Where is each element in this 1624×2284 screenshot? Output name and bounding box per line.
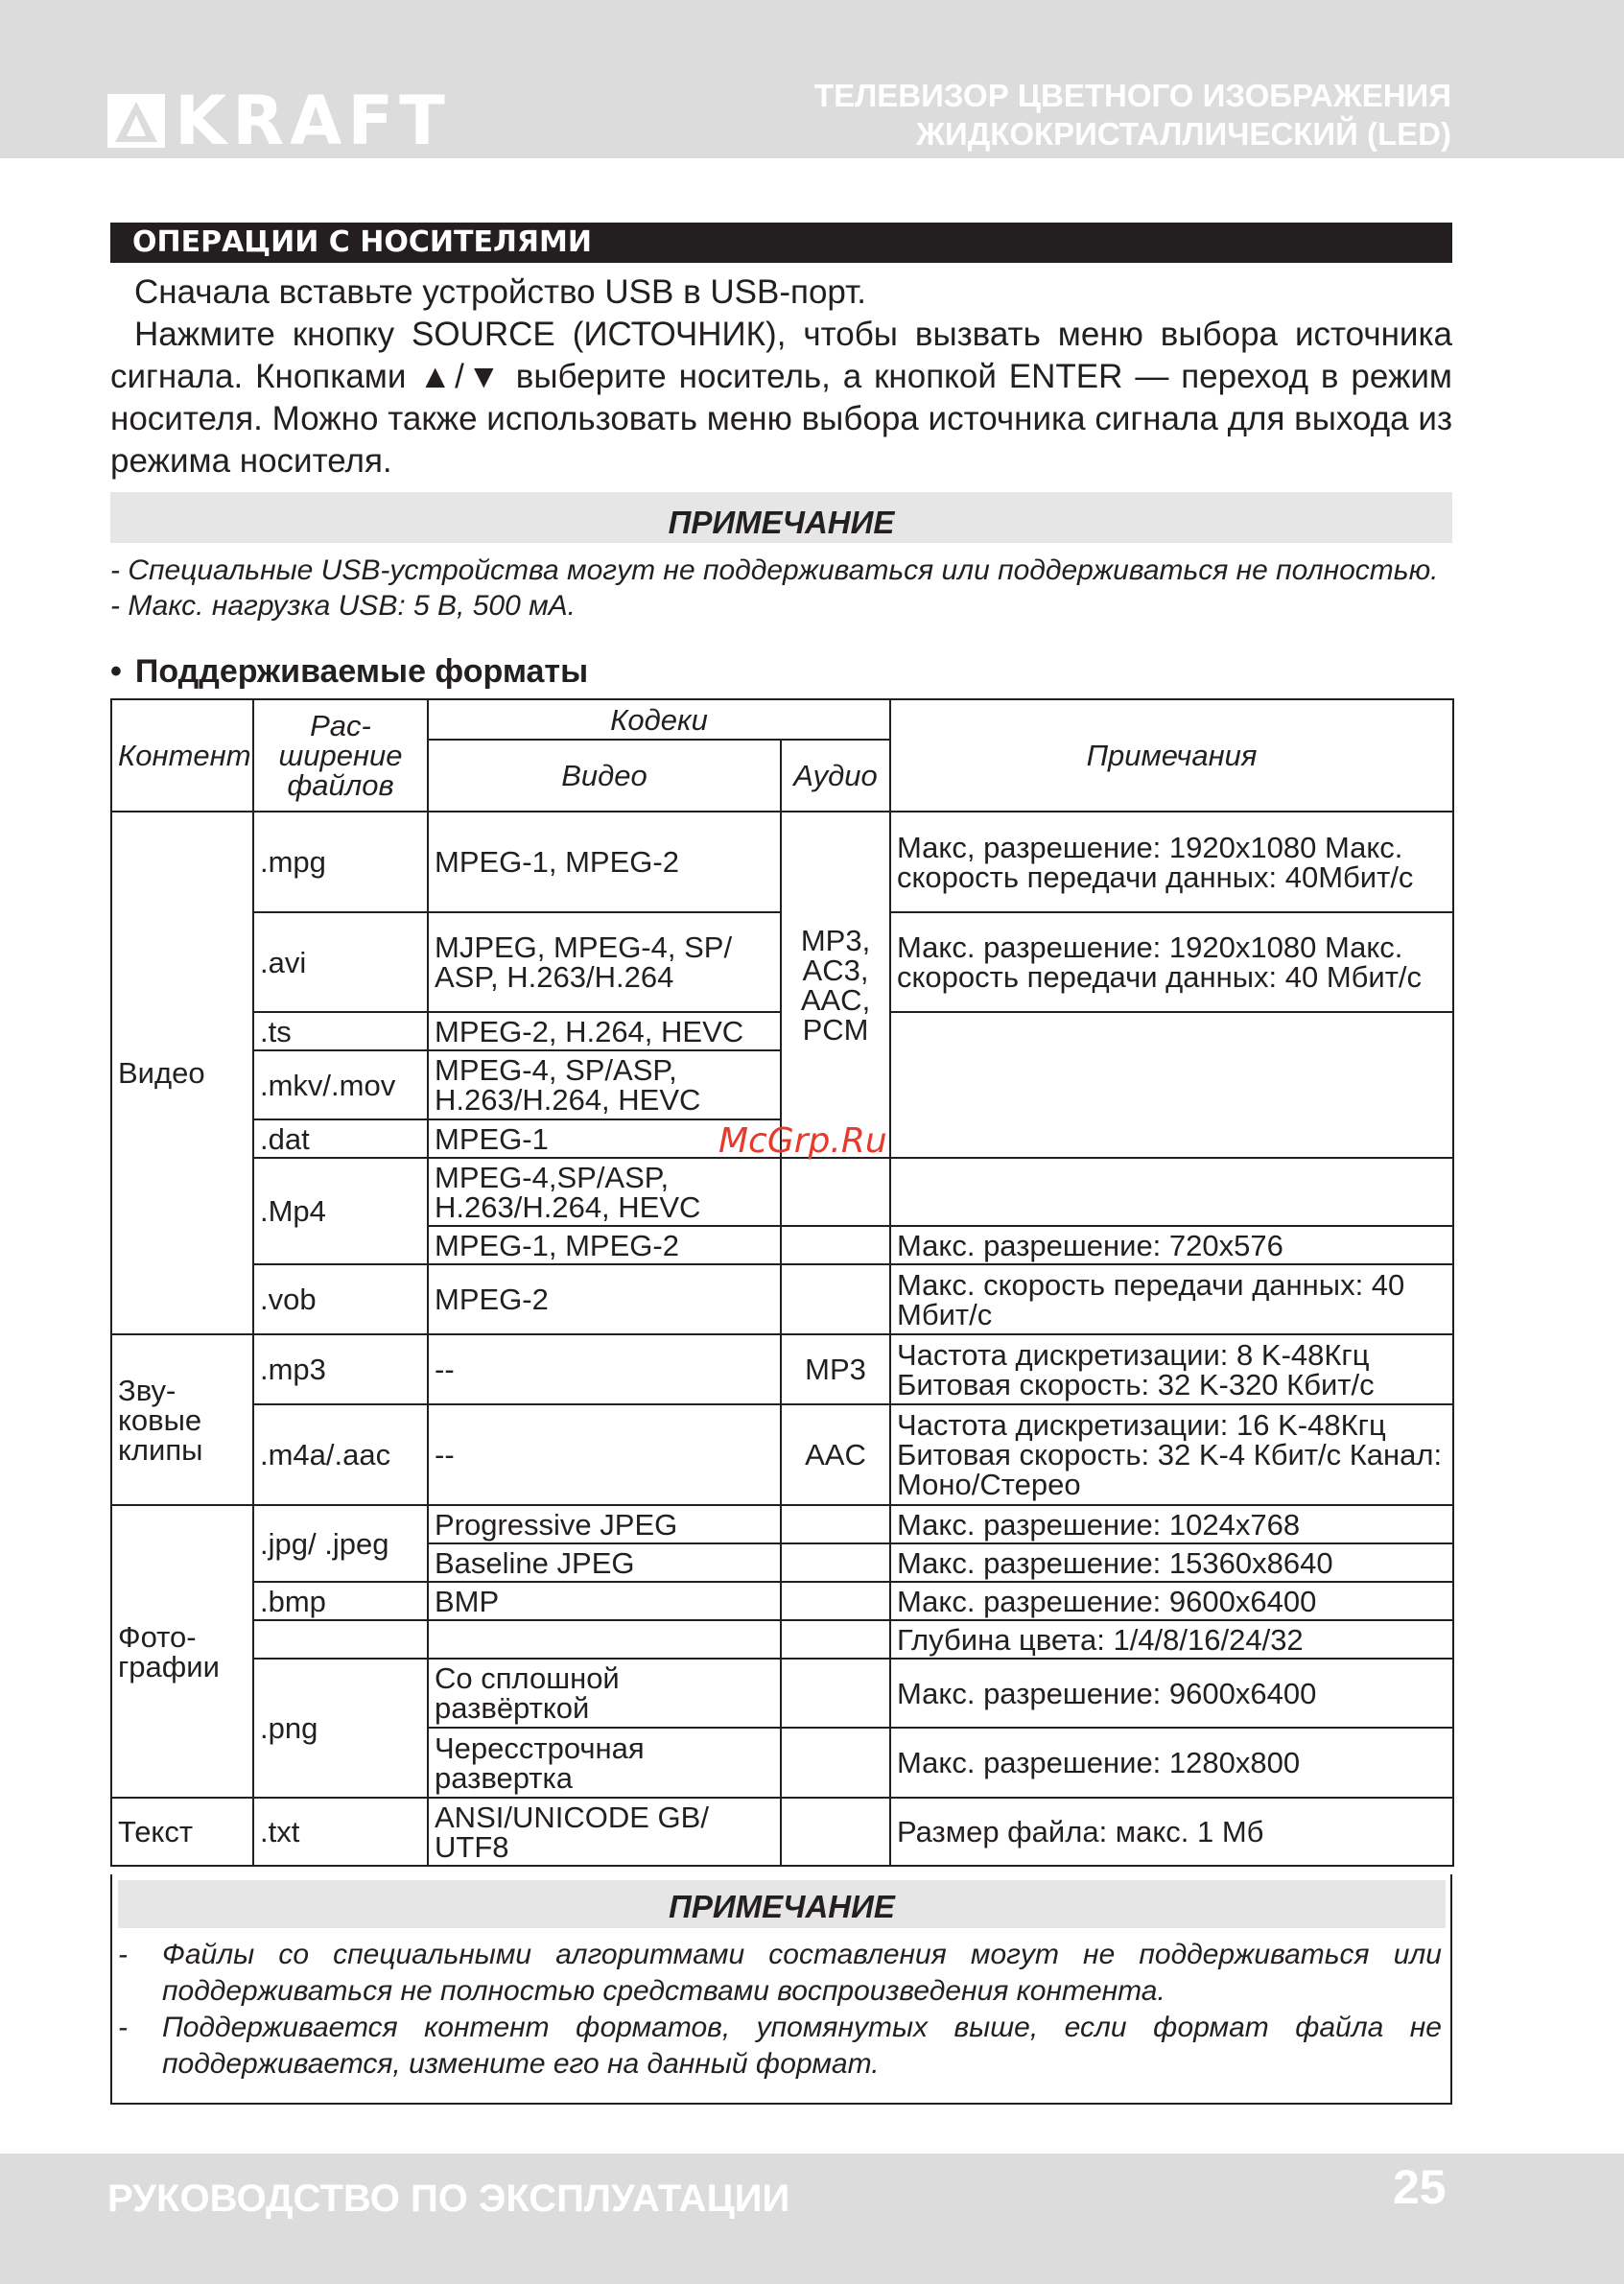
codec-avi: MJPEG, MPEG-4, SP/ ASP, H.263/H.264 [428,912,781,1012]
codec-ts: MPEG-2, H.264, HEVC [428,1012,781,1050]
header-content: Контент [111,699,253,812]
header-title-line2: ЖИДКОКРИСТАЛЛИЧЕСКИЙ (LED) [916,116,1451,152]
bottom-note-text-1: Файлы со специальными алгоритмами составления могут не поддерживаться или поддерживаться не полностью средствами воспроизведения контента. [162,1939,1442,2007]
brand-logo [107,82,451,160]
header-audio: Аудио [781,740,890,812]
video-audio-codecs: MP3, AC3, AAC, PCM [781,812,890,1158]
audio-empty [781,1505,890,1543]
note-bmp: Макс. разрешение: 9600x6400 [890,1582,1453,1620]
audio-empty [781,1728,890,1798]
footer-title: РУКОВОДСТВО ПО ЭКСПЛУАТАЦИИ [107,2178,790,2220]
photo-label: Фото-графии [111,1505,253,1798]
note-mpg: Макс, разрешение: 1920x1080 Макс. скорость передачи данных: 40Мбит/с [890,812,1453,912]
kraft-logo-icon [107,94,165,148]
table-row [111,1158,1453,1226]
audio-empty [781,1264,890,1334]
codec-png-2: Чересстрочная развертка [428,1728,781,1798]
note-jpg-1: Макс. разрешение: 1024x768 [890,1505,1453,1543]
codec-png-1: Со сплошной развёрткой [428,1659,781,1728]
note-m4a: Частота дискретизации: 16 K-48Кгц Битовая скорость: 32 K-4 Кбит/с Канал: Моно/Стерео [890,1404,1453,1505]
codec-mp4-2: MPEG-1, MPEG-2 [428,1226,781,1264]
intro-text [110,271,1452,483]
note-mp4-2: Макс. разрешение: 720x576 [890,1226,1453,1264]
table-row [111,1505,1453,1543]
codec-mpg: MPEG-1, MPEG-2 [428,812,781,912]
logo-text: KRAFT [175,82,451,160]
codec-mp3: -- [428,1334,781,1404]
codec-mkv: MPEG-4, SP/ASP, H.263/H.264, HEVC [428,1050,781,1119]
bottom-note-text-2: Поддерживается контент форматов, упомянутых выше, если формат файла не поддерживается, измените его на данный формат. [162,2012,1442,2080]
header-video: Видео [428,740,781,812]
ext-empty [253,1620,428,1659]
table-row [111,1264,1453,1334]
table-header-row [111,699,1453,740]
codec-dat: MPEG-1 [428,1119,781,1158]
formats-heading-text: Поддерживаемые форматы [134,653,589,690]
ext-png: .png [253,1659,428,1798]
table-row [111,1582,1453,1620]
audio-empty [781,1582,890,1620]
header-extension: Рас-ширение файлов [253,699,428,812]
bottom-note-box [110,1874,1452,2105]
table-row [111,1334,1453,1404]
note-empty [890,1012,1453,1158]
codec-m4a: -- [428,1404,781,1505]
audio-empty [781,1620,890,1659]
audio-empty [781,1659,890,1728]
table-row [111,812,1453,912]
header-title [814,77,1451,153]
dash-marker: - [118,2012,128,2043]
table-row [111,1404,1453,1505]
note-png-2: Макс. разрешение: 1280x800 [890,1728,1453,1798]
ext-jpg: .jpg/ .jpeg [253,1505,428,1582]
codec-bmp: BMP [428,1582,781,1620]
note-jpg-2: Макс. разрешение: 15360x8640 [890,1543,1453,1582]
intro-paragraph-1: Сначала вставьте устройство USB в USB-порт. [134,273,866,311]
dash-marker: - [118,1939,128,1970]
codec-jpg-1: Progressive JPEG [428,1505,781,1543]
codec-mp4-1: MPEG-4,SP/ASP, H.263/H.264, HEVC [428,1158,781,1226]
header-notes: Примечания [890,699,1453,812]
audio-aac: AAC [781,1404,890,1505]
text-label: Текст [111,1798,253,1866]
note-mp3: Частота дискретизации: 8 K-48Кгц Битовая скорость: 32 K-320 Кбит/с [890,1334,1453,1404]
note-line-1: - Специальные USB-устройства могут не поддерживаться или поддерживаться не полностью. [110,554,1439,586]
note-vob: Макс. скорость передачи данных: 40 Мбит/с [890,1264,1453,1334]
ext-avi: .avi [253,912,428,1012]
ext-bmp: .bmp [253,1582,428,1620]
note-png-1: Макс. разрешение: 9600x6400 [890,1659,1453,1728]
note-txt: Размер файла: макс. 1 Мб [890,1798,1453,1866]
formats-heading [110,649,588,694]
bottom-note-item-2 [118,2010,1442,2083]
note-title: ПРИМЕЧАНИЕ [110,492,1452,543]
audio-empty [781,1158,890,1226]
section-title: ОПЕРАЦИИ С НОСИТЕЛЯМИ [110,223,1452,263]
table-row [111,1798,1453,1866]
table-row [111,1659,1453,1728]
ext-m4a: .m4a/.aac [253,1404,428,1505]
audio-empty [781,1798,890,1866]
table-row [111,1620,1453,1659]
note-depth: Глубина цвета: 1/4/8/16/24/32 [890,1620,1453,1659]
intro-paragraph-2: Нажмите кнопку SOURCE (ИСТОЧНИК), чтобы вызвать меню выбора источника сигнала. Кнопками ▲/▼ выберите носитель, а кнопкой ENTER — переход в режим носителя. Можно также использовать меню выбора источника сигнала для выхода из режима носителя. [110,316,1452,480]
bottom-note-item-1 [118,1937,1442,2010]
codec-txt: ANSI/UNICODE GB/ UTF8 [428,1798,781,1866]
note-lines [110,553,1463,624]
bottom-note-title: ПРИМЕЧАНИЕ [118,1880,1446,1928]
formats-table [110,698,1454,1867]
watermark: McGrp.Ru [718,1121,887,1161]
ext-mpg: .mpg [253,812,428,912]
audio-empty [781,1543,890,1582]
note-empty [890,1158,1453,1226]
audio-empty [781,1226,890,1264]
codec-vob: MPEG-2 [428,1264,781,1334]
ext-vob: .vob [253,1264,428,1334]
note-line-2: - Макс. нагрузка USB: 5 В, 500 мА. [110,590,576,622]
ext-mp4: .Mp4 [253,1158,428,1264]
note-avi: Макс. разрешение: 1920x1080 Макс. скорость передачи данных: 40 Мбит/с [890,912,1453,1012]
audio-label: Зву-ковые клипы [111,1334,253,1505]
page-number: 25 [1393,2160,1447,2214]
audio-mp3: MP3 [781,1334,890,1404]
video-label: Видео [111,812,253,1334]
header-codecs: Кодеки [428,699,890,740]
codec-empty [428,1620,781,1659]
header-title-line1: ТЕЛЕВИЗОР ЦВЕТНОГО ИЗОБРАЖЕНИЯ [813,78,1451,113]
ext-mp3: .mp3 [253,1334,428,1404]
ext-dat: .dat [253,1119,428,1158]
ext-mkv: .mkv/.mov [253,1050,428,1119]
bullet-icon: • [110,653,122,690]
ext-ts: .ts [253,1012,428,1050]
ext-txt: .txt [253,1798,428,1866]
codec-jpg-2: Baseline JPEG [428,1543,781,1582]
